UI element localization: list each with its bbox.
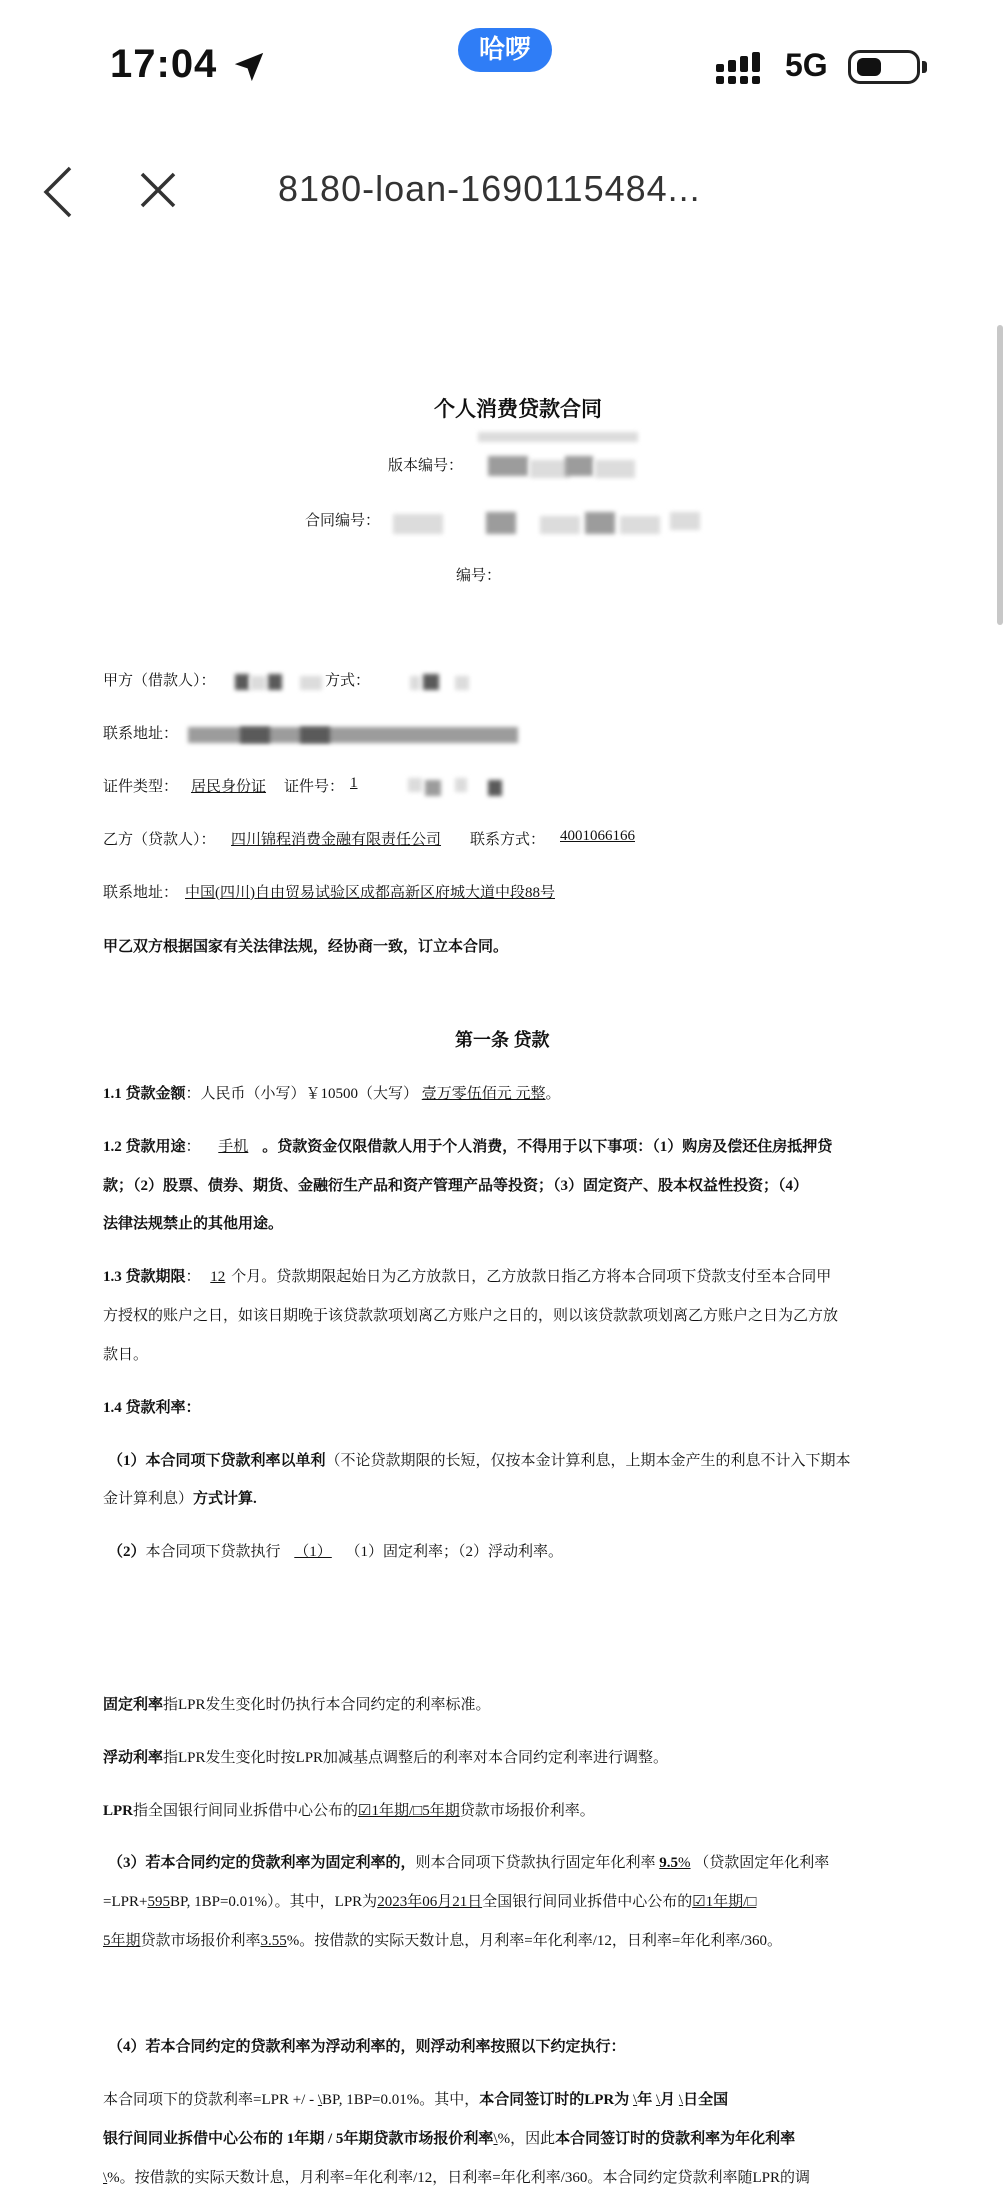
section-1-3-line1: 1.3 贷款期限： 12 个月。贷款期限起始日为乙方放款日，乙方放款日指乙方将本合同项下贷款支付至本合同甲 — [103, 1269, 832, 1285]
p4-line3: \%。按借款的实际天数计息，月利率=年化利率/12，日利率=年化利率/360。本合同约定贷款利率随LPR的调 — [103, 2170, 810, 2186]
version-label: 版本编号： — [388, 458, 464, 474]
address-label: 联系地址： — [103, 726, 179, 742]
status-time: 17:04 — [110, 42, 218, 86]
section-1-3-line2: 方授权的账户之日，如该日期晚于该贷款款项划离乙方账户之日的，则以该贷款款项划离乙方账户之日为乙方放 — [103, 1308, 839, 1324]
number-label: 编号： — [456, 568, 502, 584]
location-arrow-icon — [232, 50, 266, 84]
section-1-4-p1-line2: 金计算利息）方式计算. — [103, 1491, 257, 1507]
id-type-value: 居民身份证 — [191, 779, 267, 795]
p4-line2: 银行间同业拆借中心公布的 1年期 / 5年期贷款市场报价利率\%，因此本合同签订时的贷款利率为年化利率 — [103, 2131, 796, 2147]
page-title: 8180-loan-1690115484... — [278, 168, 701, 209]
section-1-4-p1-line1: （1）本合同项下贷款利率以单利（不论贷款期限的长短，仅按本金计算利息，上期本金产生的利息不计入下期本 — [108, 1453, 851, 1469]
back-chevron-icon[interactable] — [40, 164, 76, 220]
app-indicator-pill[interactable]: 哈啰 — [458, 28, 552, 72]
contract-document[interactable] — [0, 250, 1006, 2186]
party-b-contact-label: 联系方式： — [470, 832, 546, 848]
id-no-label: 证件号： — [284, 779, 345, 795]
party-b-label: 乙方（贷款人）： — [103, 832, 216, 848]
party-b-name: 四川锦程消费金融有限责任公司 — [231, 832, 442, 848]
party-a-label: 甲方（借款人）： — [103, 673, 216, 689]
id-no-prefix: 1 — [350, 775, 358, 791]
battery-tip — [922, 61, 927, 73]
network-type: 5G — [785, 47, 828, 83]
signal-bars-icon — [716, 50, 772, 86]
section-1-1: 1.1 贷款金额：人民币（小写）￥10500（大写） 壹万零伍佰元 元整。 — [103, 1086, 561, 1102]
contact-method-label: 方式： — [325, 673, 371, 689]
contract-no-label: 合同编号： — [305, 513, 381, 529]
document-title: 个人消费贷款合同 — [434, 397, 602, 421]
party-b-contact-value: 4001066166 — [560, 828, 635, 844]
p3-line2: =LPR+595BP, 1BP=0.01%）。其中，LPR为2023年06月21日全国银行间同业拆借中心公布的☑1年期/□ — [103, 1894, 757, 1910]
p4-title: （4）若本合同约定的贷款利率为浮动利率的，则浮动利率按照以下约定执行： — [108, 2039, 626, 2055]
party-b-address-value: 中国(四川)自由贸易试验区成都高新区府城大道中段88号 — [185, 885, 555, 901]
id-type-label: 证件类型： — [103, 779, 179, 795]
battery-icon — [848, 50, 920, 84]
section-1-2-line1: 1.2 贷款用途： 手机 。贷款资金仅限借款人用于个人消费，不得用于以下事项：（1）购房及偿还住房抵押贷 — [103, 1139, 833, 1155]
lpr-definition: LPR指全国银行间同业拆借中心公布的☑1年期/□5年期贷款市场报价利率。 — [103, 1803, 595, 1819]
section-1-2-line3: 法律法规禁止的其他用途。 — [103, 1216, 284, 1232]
navigation-bar — [0, 140, 1006, 250]
p3-line3: 5年期贷款市场报价利率3.55%。按借款的实际天数计息，月利率=年化利率/12，日利率=年化利率/360。 — [103, 1933, 783, 1949]
section-1-3-line3: 款日。 — [103, 1347, 149, 1363]
status-bar — [0, 0, 1006, 140]
section-1-2-line2: 款；（2）股票、债券、期货、金融衍生产品和资产管理产品等投资；（3）固定资产、股本权益性投资；（4） — [103, 1178, 809, 1194]
party-b-address-label: 联系地址： — [103, 885, 179, 901]
float-rate-definition: 浮动利率指LPR发生变化时按LPR加减基点调整后的利率对本合同约定利率进行调整。 — [103, 1750, 669, 1766]
section-1-4-label: 1.4 贷款利率： — [103, 1400, 201, 1416]
p3-line1: （3）若本合同约定的贷款利率为固定利率的，则本合同项下贷款执行固定年化利率 9.5% （贷款固定年化利率 — [108, 1855, 830, 1871]
preamble: 甲乙双方根据国家有关法律法规，经协商一致，订立本合同。 — [103, 939, 509, 955]
section-1-4-p2: （2）本合同项下贷款执行 （1） （1）固定利率；（2）浮动利率。 — [108, 1544, 564, 1560]
fixed-rate-definition: 固定利率指LPR发生变化时仍执行本合同约定的利率标准。 — [103, 1697, 491, 1713]
article-1-title: 第一条 贷款 — [455, 1030, 550, 1050]
p4-line1: 本合同项下的贷款利率=LPR +/ - \BP, 1BP=0.01%。其中，本合同签订时的LPR为 \年 \月 \日全国 — [103, 2092, 729, 2108]
close-x-icon[interactable] — [138, 170, 178, 210]
